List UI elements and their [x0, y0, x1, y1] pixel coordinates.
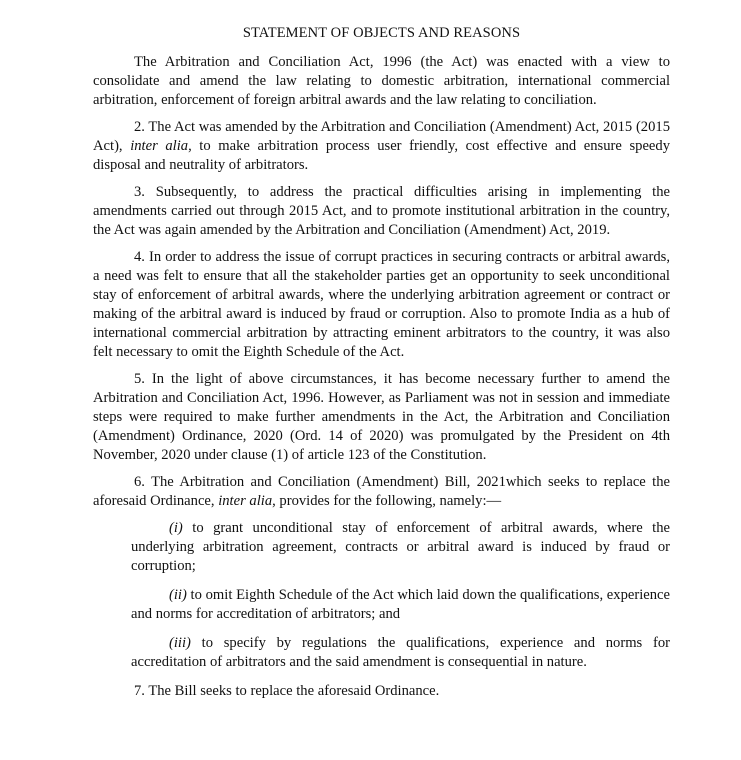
list-item-i: [131, 519, 670, 576]
paragraph-2-italic: inter alia: [130, 138, 189, 154]
paragraph-2-text-a: 2. The Act was amended by the Arbitration and Conciliation (Amendment) Act, 2015 (2015 Act),: [93, 119, 670, 154]
paragraph-2: [93, 118, 670, 175]
list-item-iii: [131, 634, 670, 672]
paragraph-6: [93, 473, 670, 511]
paragraph-7: 7. The Bill seeks to replace the aforesaid Ordinance.: [134, 683, 440, 699]
list-item-text: to omit Eighth Schedule of the Act which laid down the qualifications, experience and norms for accreditation of arbitrators; and: [131, 587, 670, 622]
list-item-number: (ii): [169, 587, 187, 603]
list-item-text: to grant unconditional stay of enforcement of arbitral awards, where the underlying arbitration agreement, contracts or arbitral award is induced by fraud or corruption;: [131, 520, 670, 574]
list-item-ii: [131, 586, 670, 624]
paragraph-6-text-a: 6. The Arbitration and Conciliation (Amendment) Bill, 2021which seeks to replace the aforesaid Ordinance,: [93, 474, 670, 509]
list-item-text: to specify by regulations the qualifications, experience and norms for accreditation of arbitrators and the said amendment is consequential in nature.: [131, 635, 670, 670]
paragraph-1: The Arbitration and Conciliation Act, 1996 (the Act) was enacted with a view to consolidate and amend the law relating to domestic arbitration, international commercial arbitration, enforcement of foreign arbitral awards and the law relating to conciliation.: [93, 54, 670, 108]
paragraph-6-italic: inter alia: [218, 493, 273, 509]
list-item-number: (iii): [169, 635, 191, 651]
paragraph-5: 5. In the light of above circumstances, it has become necessary further to amend the Arbitration and Conciliation Act, 1996. However, as Parliament was not in session and immediate steps were required to make further amendments in the Act, the Arbitration and Conciliation (Amendment) Ordinance, 2020 (Ord. 14 of 2020) was promulgated by the President on 4th November, 2020 under clause (1) of article 123 of the Constitution.: [93, 371, 670, 463]
list-item-number: (i): [169, 520, 183, 536]
document-page: [93, 24, 670, 709]
paragraph-4: 4. In order to address the issue of corrupt practices in securing contracts or arbitral awards, a need was felt to ensure that all the stakeholder parties get an opportunity to seek unconditional stay of enforcement of arbitral awards, where the underlying arbitration agreement or contract or making of the arbitral award is induced by fraud or corruption. Also to promote India as a hub of international commercial arbitration by attracting eminent arbitrators to the country, it was also felt necessary to omit the Eighth Schedule of the Act.: [93, 249, 670, 360]
paragraph-3: 3. Subsequently, to address the practical difficulties arising in implementing the amendments carried out through 2015 Act, and to promote institutional arbitration in the country, the Act was again amended by the Arbitration and Conciliation (Amendment) Act, 2019.: [93, 184, 670, 238]
paragraph-6-text-b: , provides for the following, namely:—: [272, 493, 502, 509]
document-heading: STATEMENT OF OBJECTS AND REASONS: [242, 25, 521, 41]
paragraph-2-text-b: , to make arbitration process user friendly, cost effective and ensure speedy disposal and neutrality of arbitrators.: [93, 138, 670, 173]
